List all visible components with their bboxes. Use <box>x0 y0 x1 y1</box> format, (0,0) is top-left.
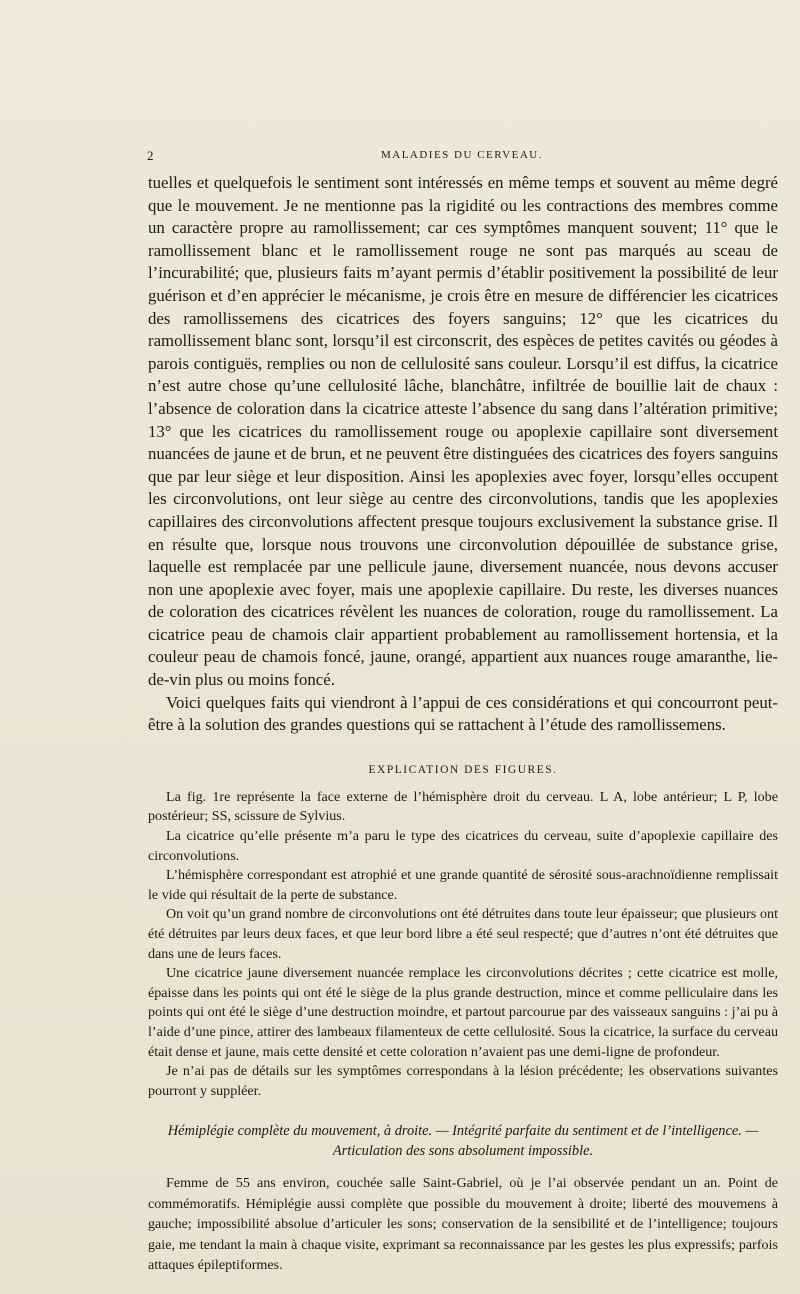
explanation-paragraph: On voit qu’un grand nombre de circonvolutions ont été détruites dans toute leur épaisseur; que plusieurs ont été détruites par leurs deux faces, et que leur bord libre a été seul respecté; que d’autres n’ont été détruites que dans une de leurs faces. <box>148 906 778 962</box>
body-paragraph: tuelles et quelquefois le sentiment sont intéressés en même temps et souvent au même degré que le mouvement. Je ne mentionne pas la rigidité ou les contractions des membres comme un caractère propre au ramollissement; car ces symptômes manquent souvent; 11° que le ramollissement blanc et le ramollissement rouge ne sont pas marqués au sceau de l’incurabilité; que, plusieurs faits m’ayant permis d’établir positivement la possibilité de leur guérison et d’en apprécier le mécanisme, je crois être en mesure de différencier les cicatrices des ramollissemens des cicatrices des foyers sanguins; 12° que les cicatrices du ramollissement blanc sont, lorsqu’il est circonscrit, des espèces de petites cavités ou géodes à parois contiguës, remplies ou non de cellulosité sans couleur. Lorsqu’il est diffus, la cicatrice n’est autre chose qu’une cellulosité lâche, blanchâtre, infiltrée de bouillie lait de chaux : l’absence de coloration dans la cicatrice atteste l’absence du sang dans l’altération primitive; 13° que les cicatrices du ramollissement rouge ou apoplexie capillaire sont diversement nuancées de jaune et de brun, et ne peuvent être distinguées des cicatrices des foyers sanguins que par leur siège et leur disposition. Ainsi les apoplexies avec foyer, lorsqu’elles occupent les circonvolutions, ont leur siège au centre des circonvolutions, tandis que les apoplexies capillaires des circonvolutions affectent presque toujours exclusivement la substance grise. Il en résulte que, lorsque nous trouvons une circonvolution dépouillée de substance grise, laquelle est remplacée par une pellicule jaune, diversement nuancée, nous devons accuser non une apoplexie avec foyer, mais une apoplexie capillaire. Du reste, les diverses nuances de coloration des cicatrices révèlent les nuances de coloration, rouge du ramollissement. La cicatrice peau de chamois clair appartient probablement au ramollissement hortensia, et la couleur peau de chamois foncé, jaune, orangé, appartient aux nuances rouge amaranthe, lie-de-vin plus ou moins foncé. <box>148 173 778 690</box>
case-paragraph: Femme de 55 ans environ, couchée salle Saint-Gabriel, où je l’ai observée pendant un an. Point de commémoratifs. Hémiplégie aussi complète que possible du mouvement à droite; liberté des mouvemens à gauche; impossibilité absolue d’articuler les sons; conservation de la sensibilité et de l’intelligence; toujours gaie, me tendant la main à chaque visite, exprimant sa reconnaissance par les gestes les plus expressifs; parfois attaques épileptiformes. <box>148 1175 778 1274</box>
main-text <box>148 172 778 737</box>
explanation-paragraph: Je n’ai pas de détails sur les symptômes correspondans à la lésion précédente; les observations suivantes pourront y suppléer. <box>148 1063 778 1099</box>
explanation-paragraph: L’hémisphère correspondant est atrophié et une grande quantité de sérosité sous-arachnoïdienne remplissait le vide qui résultait de la perte de substance. <box>148 867 778 903</box>
case-observation <box>148 1173 778 1276</box>
page-number: 2 <box>147 148 154 163</box>
case-title-line: Hémiplégie complète du mouvement, à droite. — Intégrité parfaite du sentiment et de l’intelligence. — <box>167 1123 759 1140</box>
explanation-paragraph: La cicatrice qu’elle présente m’a paru le type des cicatrices du cerveau, suite d’apoplexie capillaire des circonvolutions. <box>148 828 778 864</box>
page-header <box>147 148 777 168</box>
explanation-paragraph: Une cicatrice jaune diversement nuancée remplace les circonvolutions décrites ; cette cicatrice est molle, épaisse dans les points qui ont été le siège de la plus grande destruction, mince et comme pelliculaire dans les points qui ont été le siège d’une destruction moindre, et partout parcourue par des vaisseaux sanguins : j’ai pu à l’aide d’une pince, attirer des lambeaux filamenteux de cette cellulosité. Sous la cicatrice, la surface du cerveau était dense et jaune, mais cette densité et cette coloration n’avaient pas une demi-ligne de profondeur. <box>148 965 778 1060</box>
case-title-line: Articulation des sons absolument impossible. <box>332 1143 594 1160</box>
case-title <box>148 1121 778 1161</box>
page-body <box>148 172 778 1276</box>
figure-explanation <box>148 788 778 1102</box>
running-head: MALADIES DU CERVEAU. <box>380 149 544 161</box>
body-paragraph: Voici quelques faits qui viendront à l’appui de ces considérations et qui concourront peut-être à la solution des grandes questions qui se rattachent à l’étude des ramollissemens. <box>148 692 778 735</box>
section-title: EXPLICATION DES FIGURES. <box>368 763 558 776</box>
explanation-paragraph: La fig. 1re représente la face externe de l’hémisphère droit du cerveau. L A, lobe antérieur; L P, lobe postérieur; SS, scissure de Sylvius. <box>148 788 778 825</box>
